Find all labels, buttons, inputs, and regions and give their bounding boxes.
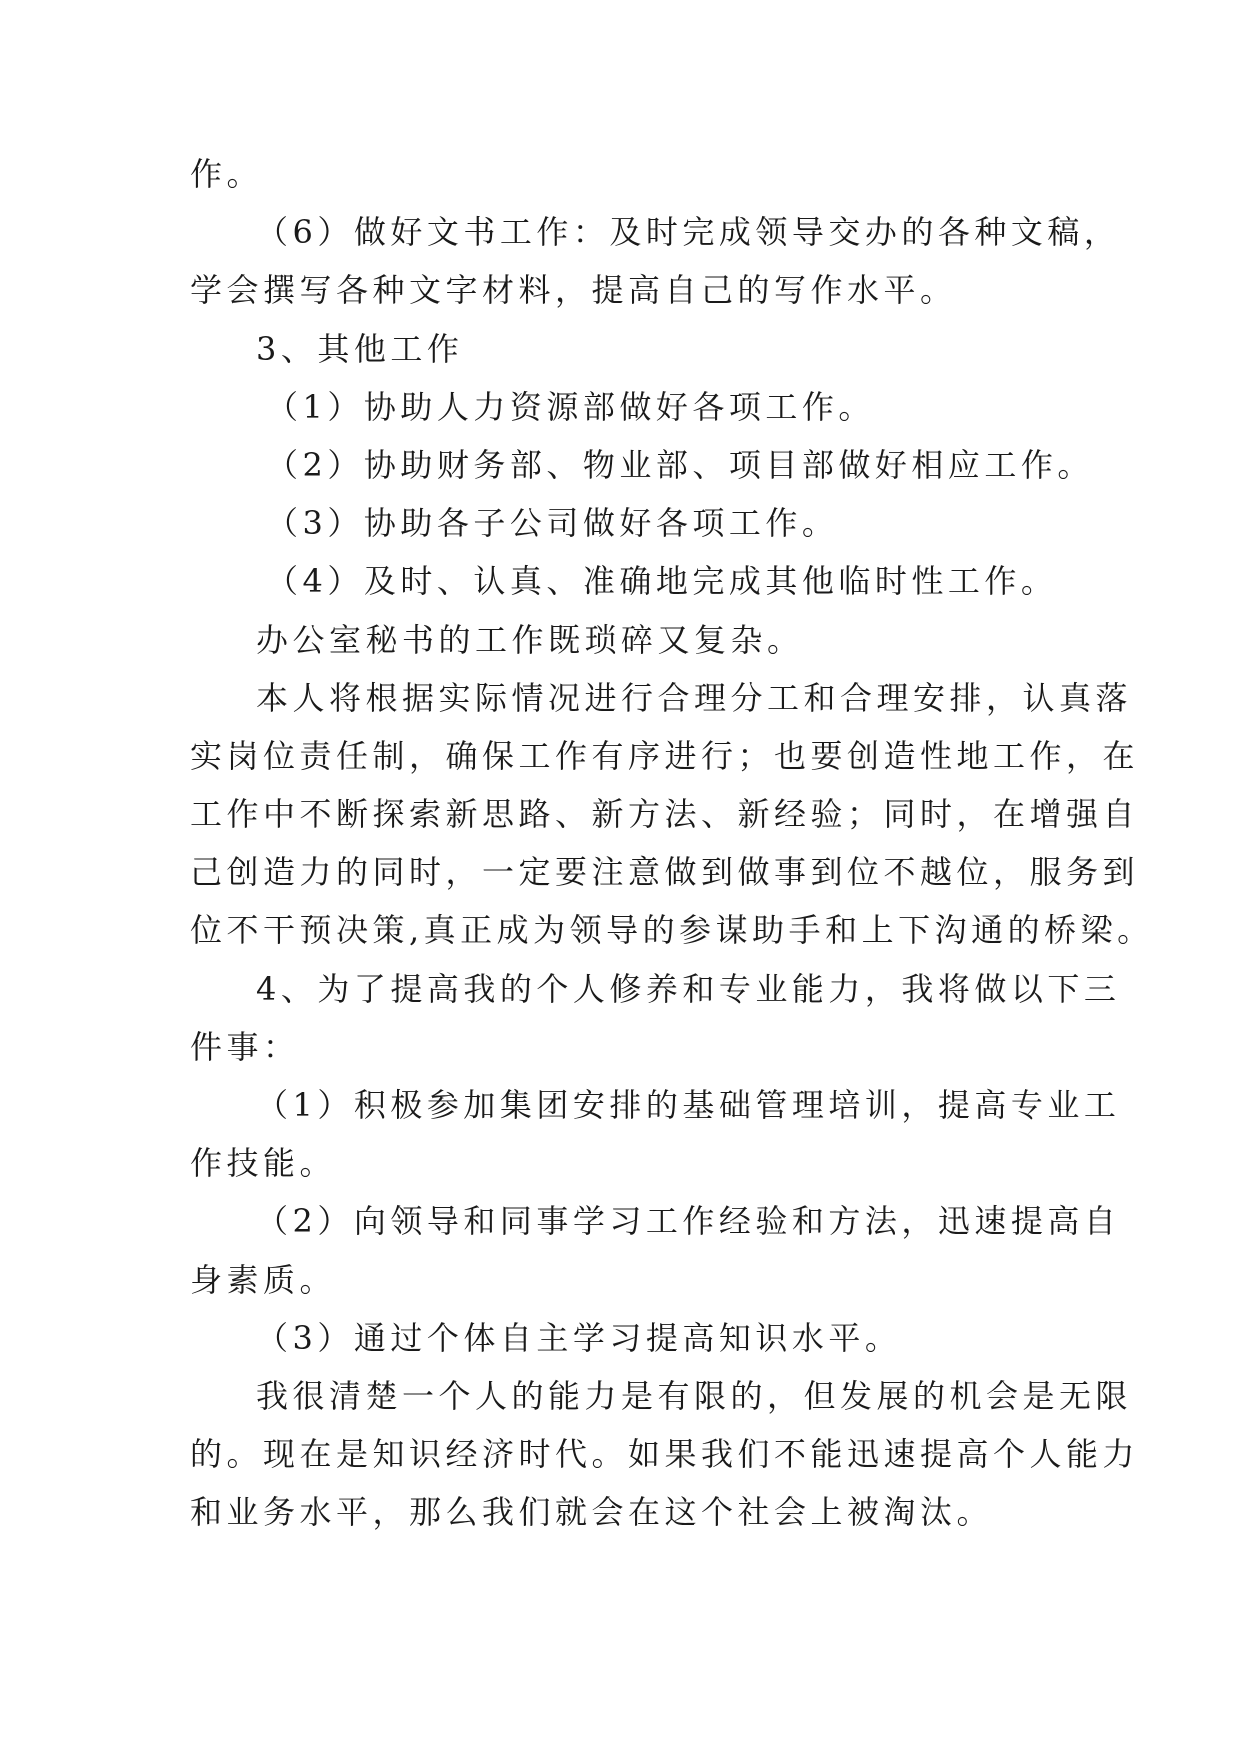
text-line: （2）协助财务部、物业部、项目部做好相应工作。 (266, 445, 1094, 484)
text-line: 的。现在是知识经济时代。如果我们不能迅速提高个人能力 (190, 1435, 1140, 1474)
text-line: 实岗位责任制，确保工作有序进行；也要创造性地工作，在 (190, 736, 1140, 775)
text-line: （1）积极参加集团安排的基础管理培训，提高专业工 (256, 1086, 1121, 1124)
text-line: 作。 (190, 155, 264, 193)
text-line: 和业务水平，那么我们就会在这个社会上被淘汰。 (190, 1493, 994, 1532)
document-body (190, 155, 1154, 1552)
text-line: （2）向领导和同事学习工作经验和方法，迅速提高自 (256, 1202, 1121, 1241)
text-line: 工作中不断探索新思路、新方法、新经验；同时，在增强自 (190, 795, 1140, 834)
text-line: 本人将根据实际情况进行合理分工和合理安排，认真落 (256, 678, 1133, 717)
text-line: （4）及时、认真、准确地完成其他临时性工作。 (266, 562, 1058, 601)
text-line: 我很清楚一个人的能力是有限的，但发展的机会是无限 (256, 1376, 1133, 1415)
text-line: 学会撰写各种文字材料，提高自己的写作水平。 (190, 271, 957, 310)
text-line: （6）做好文书工作：及时完成领导交办的各种文稿， (256, 213, 1121, 252)
text-line: 件事： (190, 1027, 300, 1066)
text-line: （3）通过个体自主学习提高知识水平。 (256, 1318, 902, 1357)
text-line: 作技能。 (190, 1144, 337, 1183)
text-line: （3）协助各子公司做好各项工作。 (266, 504, 839, 543)
section-heading: 4、为了提高我的个人修养和专业能力，我将做以下三 (256, 969, 1121, 1008)
text-line: 位不干预决策,真正成为领导的参谋助手和上下沟通的桥梁。 (190, 911, 1154, 950)
text-line: 身素质。 (190, 1260, 337, 1299)
text-line: 己创造力的同时，一定要注意做到做事到位不越位，服务到 (190, 853, 1140, 892)
section-heading: 3、其他工作 (256, 329, 464, 368)
text-line: （1）协助人力资源部做好各项工作。 (266, 387, 875, 426)
text-line: 办公室秘书的工作既琐碎又复杂。 (256, 620, 804, 659)
